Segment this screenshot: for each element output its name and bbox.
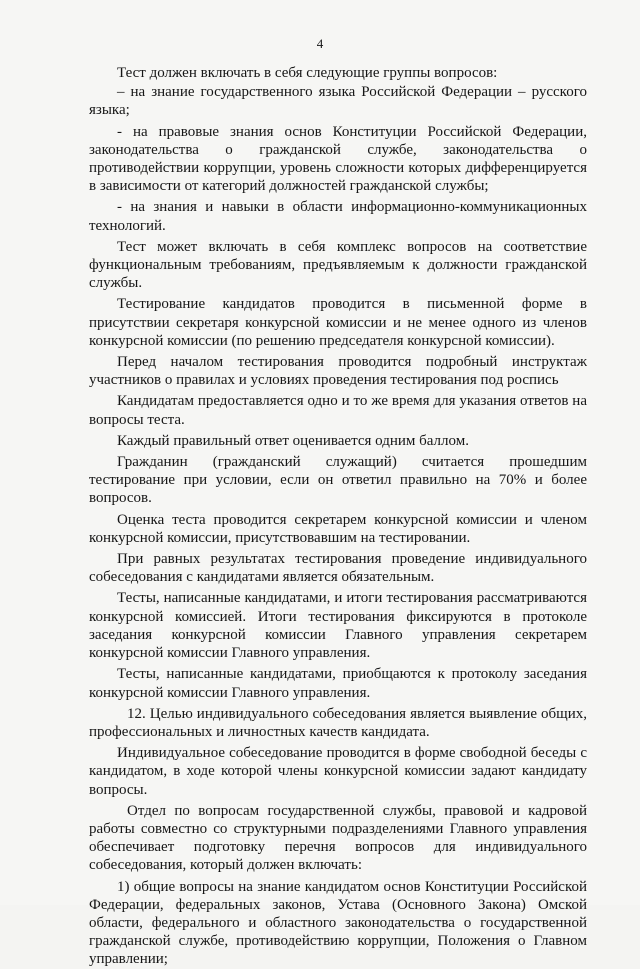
paragraph: Тест должен включать в себя следующие группы вопросов: (117, 65, 498, 81)
paragraph: Перед началом тестирования проводится подробный инструктаж участников о правилах и условиях проведения тестирования под роспись (89, 354, 587, 389)
paragraph: Тест может включать в себя комплекс вопросов на соответствие функциональным требованиям, предъявляемым к должности гражданской службы. (89, 238, 587, 292)
paragraph: Каждый правильный ответ оценивается одним баллом. (117, 432, 469, 449)
paragraph: Тестирование кандидатов проводится в письменной форме в присутствии секретаря конкурсной комиссии и не менее одного из членов конкурсной комиссии (по решению председателя конкурсной комиссии). (89, 296, 587, 349)
document-body (89, 64, 587, 969)
paragraph: Кандидатам предоставляется одно и то же время для указания ответов на вопросы теста. (89, 393, 587, 428)
paragraph: Отдел по вопросам государственной службы, правовой и кадровой работы совместно со структурными подразделениями Главного управления обеспечивает подготовку перечня вопросов для индивидуального собеседования, который должен включать: (89, 802, 587, 874)
paragraph: Индивидуальное собеседование проводится в форме свободной беседы с кандидатом, в ходе которой члены конкурсной комиссии задают кандидату вопросы. (89, 745, 587, 798)
paragraph: - на правовые знания основ Конституции Российской Федерации, законодательства о гражданской службе, законодательства о противодействии коррупции, уровень сложности которых дифференцируется в зависимости от категорий должностей гражданской службы; (89, 123, 587, 195)
page-number: 4 (316, 36, 324, 51)
paragraph: Оценка теста проводится секретарем конкурсной комиссии и членом конкурсной комиссии, присутствовавшим на тестировании. (89, 511, 587, 546)
paragraph: Гражданин (гражданский служащий) считается прошедшим тестирование при условии, если он ответил правильно на 70% и более вопросов. (89, 454, 587, 507)
paragraph: 1) общие вопросы на знание кандидатом основ Конституции Российской Федерации, федеральных законов, Устава (Основного Закона) Омской области, федерального и областного законодательства о государственной гражданской службе, противодействию коррупции, Положения о Главном управлении; (89, 878, 587, 968)
paragraph: При равных результатах тестирования проведение индивидуального собеседования с кандидатами является обязательным. (89, 551, 587, 586)
paragraph: Тесты, написанные кандидатами, и итоги тестирования рассматриваются конкурсной комиссией. Итоги тестирования фиксируются в протоколе заседания конкурсной комиссии Главного управления секретарем конкурсной комиссии Главного управления. (89, 590, 587, 662)
paragraph: – на знание государственного языка Российской Федерации – русского языка; (89, 84, 587, 119)
paragraph: - на знания и навыки в области информационно-коммуникационных технологий. (89, 199, 587, 234)
paragraph: Тесты, написанные кандидатами, приобщаются к протоколу заседания конкурсной комиссии Главного управления. (89, 666, 587, 701)
paragraph: 12. Целью индивидуального собеседования является выявление общих, профессиональных и личностных качеств кандидата. (89, 705, 587, 740)
